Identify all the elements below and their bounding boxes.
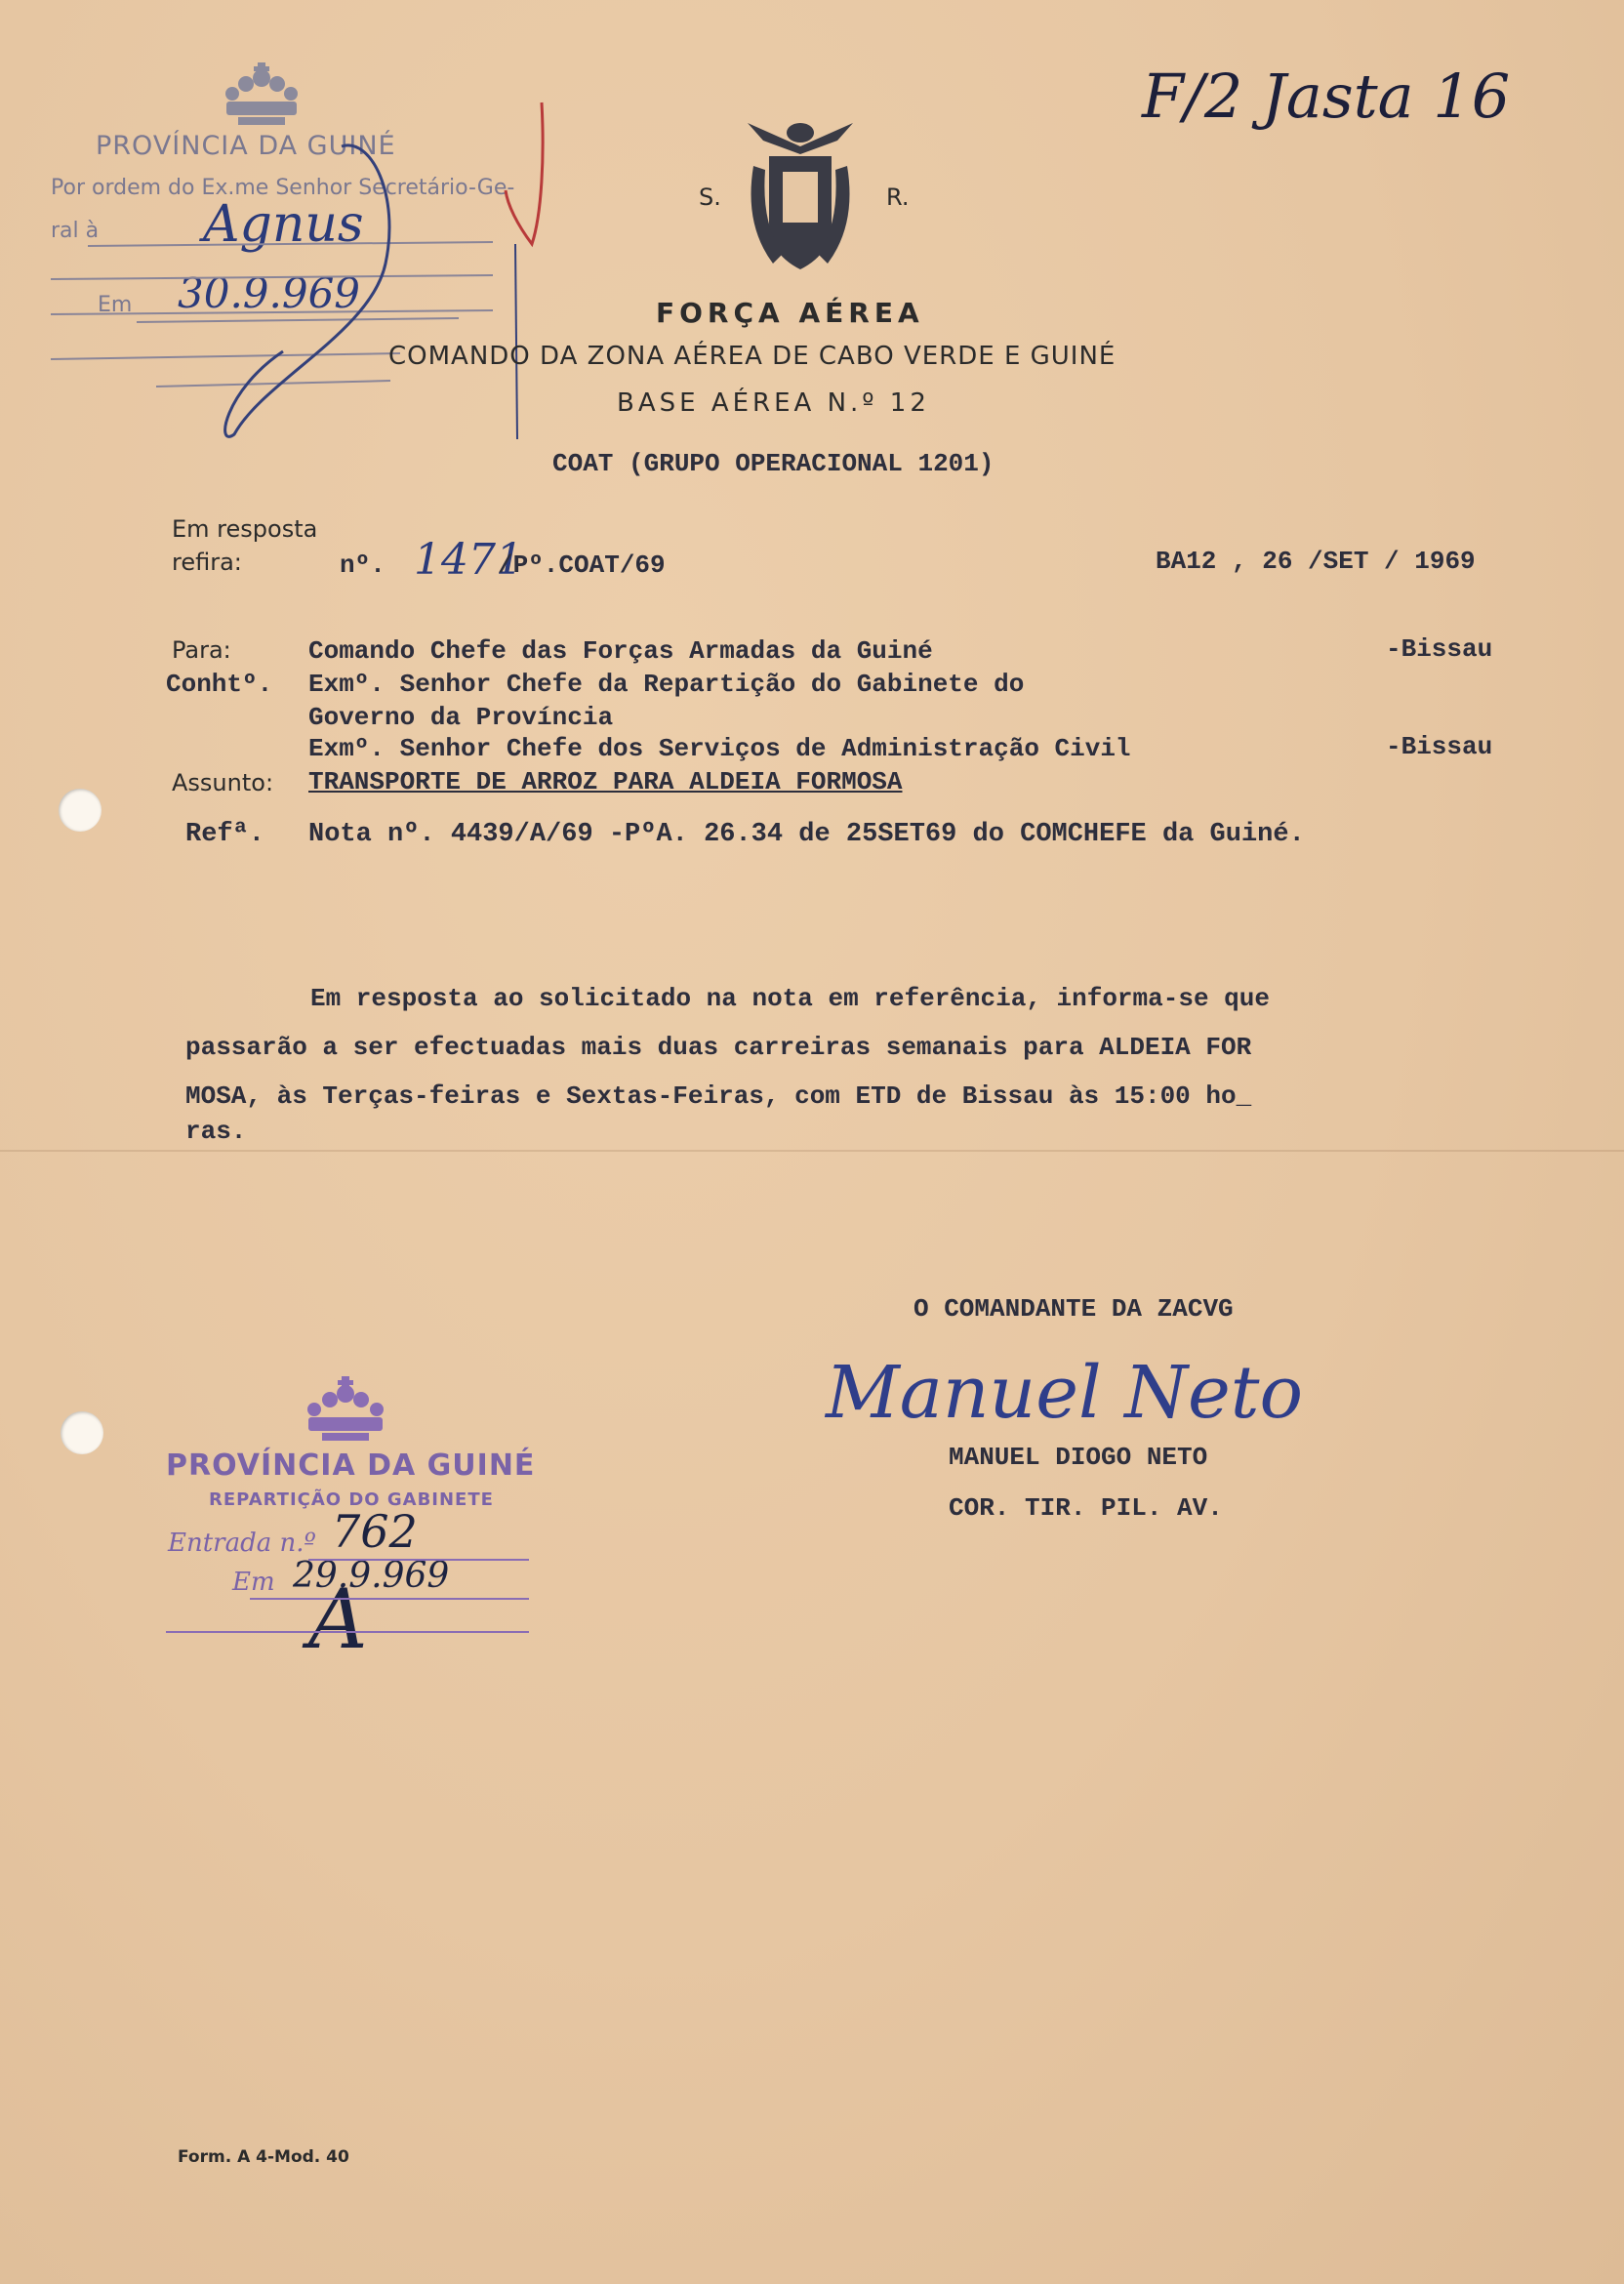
conht-label: Conhtº. [166,670,273,699]
stamp-bottom-title: PROVÍNCIA DA GUINÉ [166,1448,536,1483]
stamp-top-line1: Por ordem do Ex.me Senhor Secretário-Ge- [51,176,515,200]
ref-label: Refª. [185,820,265,849]
stamp-bottom-entrada-number: 762 [332,1505,418,1558]
conht-place: -Bissau [1386,732,1493,761]
fold-line [0,1150,1624,1152]
signature-name: MANUEL DIOGO NETO [949,1443,1208,1472]
para-label: Para: [172,636,231,664]
reference-label-line1: Em resposta [172,515,318,543]
stamp-bottom-crown-icon [299,1376,392,1447]
signature-handwritten: Manuel Neto [826,1351,1304,1435]
punch-hole-bottom [61,1411,103,1454]
reference-number-prefix: nº. [340,551,386,580]
coat-of-arms-icon [744,107,857,279]
letterhead-base: BASE AÉREA N.º 12 [617,388,930,418]
stamp-top-lines-and-marks [49,98,556,449]
handwritten-file-reference: F/2 Jasta 16 [1142,61,1511,132]
reference-place-date: BA12 , 26 /SET / 1969 [1156,547,1476,576]
stamp-bottom-lines [162,1552,533,1640]
stamp-top-line2: ral à [51,219,100,243]
stamp-bottom-initial: A [308,1571,368,1667]
reference-label-line2: refira: [172,549,242,576]
form-code: Form. A 4-Mod. 40 [178,2147,349,2167]
stamp-top-em-label: Em [98,293,133,317]
conht-text-line2: Governo da Província [308,703,614,732]
letterhead-group: COAT (GRUPO OPERACIONAL 1201) [552,449,995,478]
stamp-bottom-subtitle: REPARTIÇÃO DO GABINETE [209,1489,494,1510]
body-line2: passarão a ser efectuadas mais duas carreiras semanais para ALDEIA FOR [185,1033,1252,1062]
punch-hole-top [59,789,102,832]
stamp-bottom-entrada-label: Entrada n.º [168,1529,316,1558]
body-line4: ras. [185,1117,247,1146]
signature-rank: COR. TIR. PIL. AV. [949,1493,1223,1523]
stamp-bottom-date: 29.9.969 [293,1556,450,1596]
ref-text: Nota nº. 4439/A/69 -PºA. 26.34 de 25SET69 do COMCHEFE da Guiné. [308,820,1305,849]
para-text: Comando Chefe das Forças Armadas da Guiné [308,636,933,666]
stamp-top-title: PROVÍNCIA DA GUINÉ [96,131,396,161]
letterhead-force: FORÇA AÉREA [656,297,924,329]
letterhead-s-label: S. [699,184,721,211]
stamp-top-handwritten-date: 30.9.969 [178,269,361,317]
conht-text-line1: Exmº. Senhor Chefe da Repartição do Gabinete do [308,670,1025,699]
body-line1: Em resposta ao solicitado na nota em referência, informa-se que [310,984,1270,1013]
body-line3: MOSA, às Terças-feiras e Sextas-Feiras, com ETD de Bissau às 15:00 ho_ [185,1081,1252,1111]
letterhead-command: COMANDO DA ZONA AÉREA DE CABO VERDE E GUINÉ [388,342,1116,371]
letterhead-r-label: R. [886,184,910,211]
stamp-bottom-em-label: Em [232,1568,275,1597]
conht-text-line3: Exmº. Senhor Chefe dos Serviços de Administração Civil [308,734,1131,763]
para-place: -Bissau [1386,634,1493,664]
signature-title: O COMANDANTE DA ZACVG [914,1294,1234,1324]
reference-number-handwritten: 1471 [414,535,523,585]
stamp-top-handwritten-name: Agnus [203,195,364,254]
reference-number-suffix: /Pº.COAT/69 [498,551,666,580]
assunto-text: TRANSPORTE DE ARROZ PARA ALDEIA FORMOSA [308,767,903,796]
assunto-label: Assunto: [172,769,274,796]
